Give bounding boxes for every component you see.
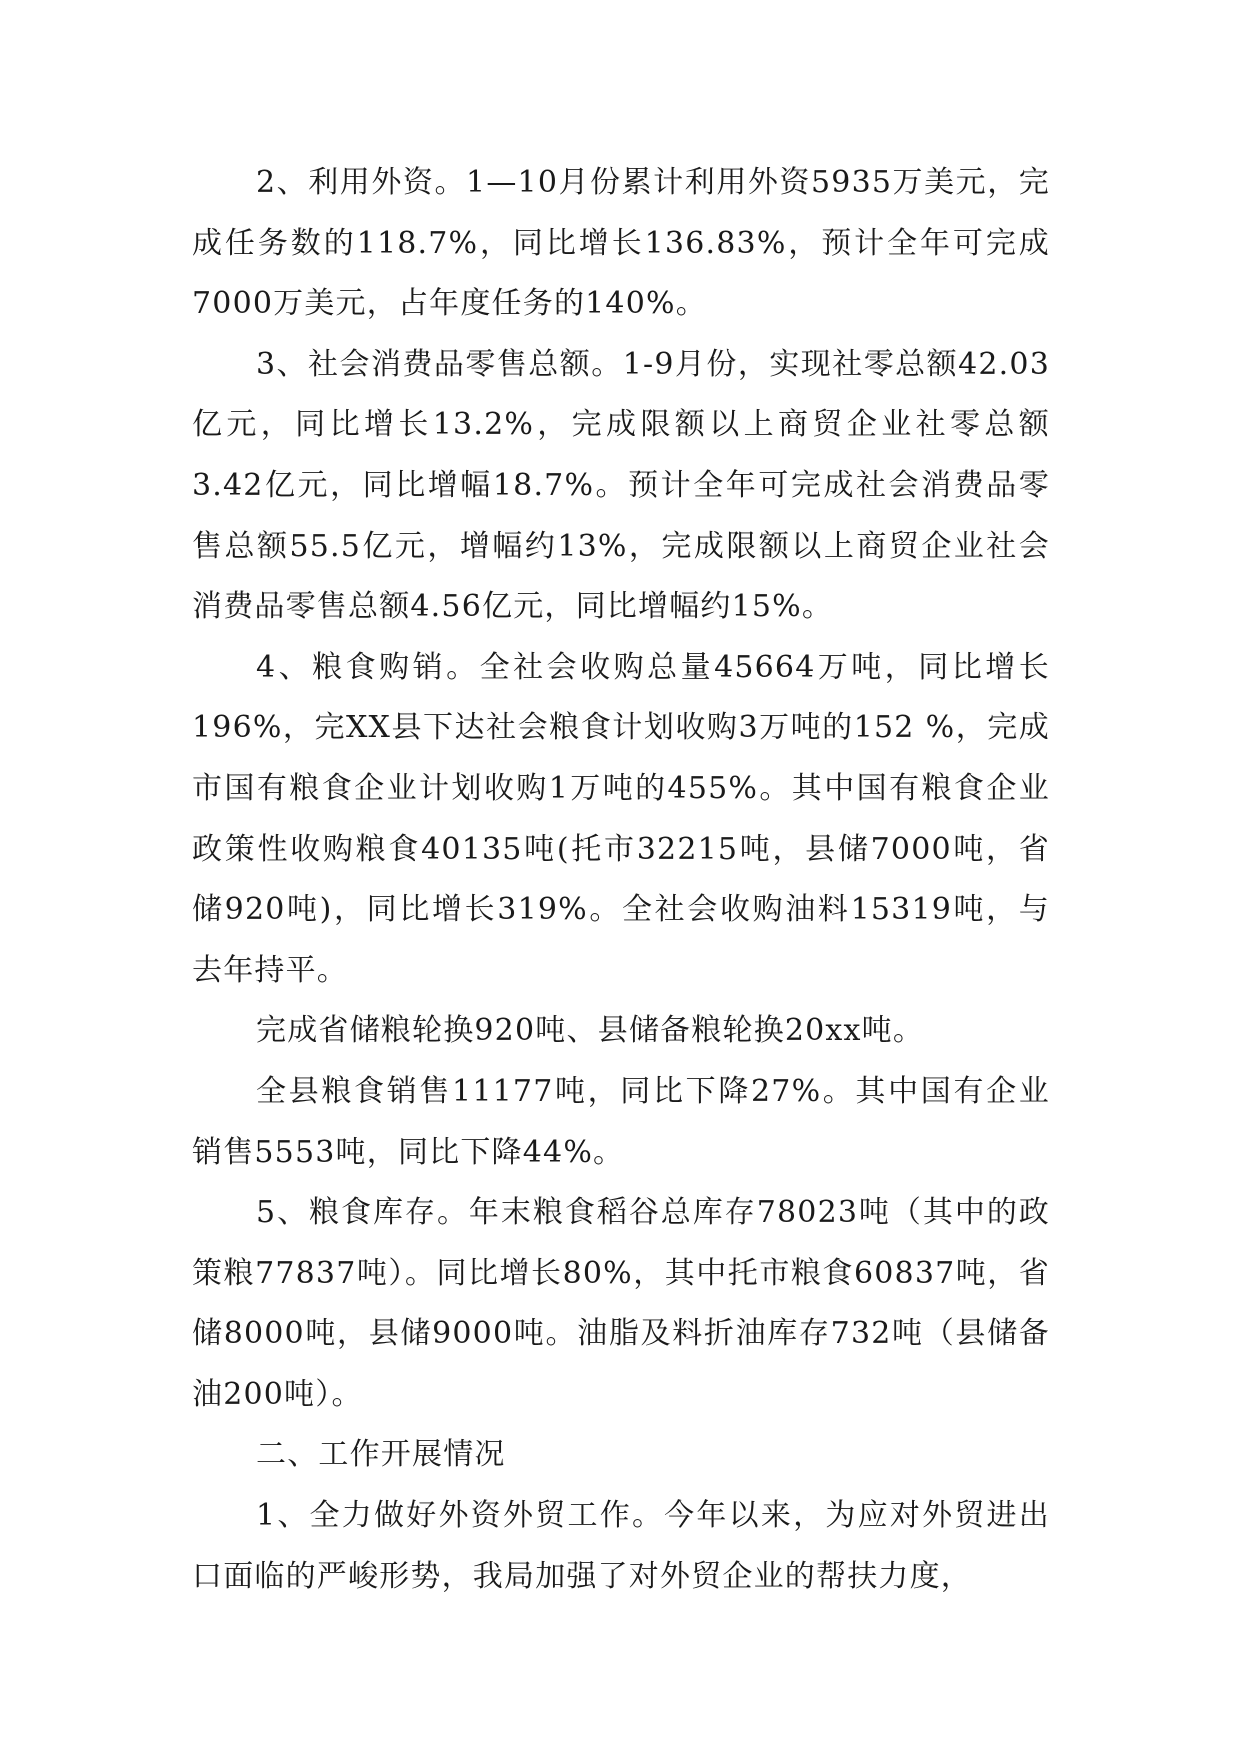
paragraph-grain-inventory: 5、粮食库存。年末粮食稻谷总库存78023吨（其中的政策粮77837吨）。同比增长80%，其中托市粮食60837吨，省储8000吨，县储9000吨。油脂及料折油库存732吨（县储备油200吨）。 — [192, 1195, 1050, 1412]
paragraph-grain-rotation: 完成省储粮轮换920吨、县储备粮轮换20xx吨。 — [256, 1013, 925, 1049]
paragraph-grain-sales: 全县粮食销售11177吨，同比下降27%。其中国有企业销售5553吨，同比下降44%。 — [192, 1073, 1050, 1170]
document-body — [192, 153, 1050, 1607]
paragraph-grain-purchase: 4、粮食购销。全社会收购总量45664万吨，同比增长196%，完XX县下达社会粮食计划收购3万吨的152 %，完成市国有粮食企业计划收购1万吨的455%。其中国有粮食企业政策性收购粮食40135吨(托市32215吨，县储7000吨，省储920吨)，同比增长319%。全社会收购油料15319吨，与去年持平。 — [192, 649, 1050, 988]
paragraph-retail-sales: 3、社会消费品零售总额。1-9月份，实现社零总额42.03亿元，同比增长13.2%，完成限额以上商贸企业社零总额3.42亿元，同比增幅18.7%。预计全年可完成社会消费品零售总额55.5亿元，增幅约13%，完成限额以上商贸企业社会消费品零售总额4.56亿元，同比增幅约15%。 — [192, 346, 1050, 625]
paragraph-foreign-trade-work: 1、全力做好外资外贸工作。今年以来，为应对外贸进出口面临的严峻形势，我局加强了对外贸企业的帮扶力度， — [192, 1498, 1050, 1594]
paragraph-foreign-investment: 2、利用外资。1—10月份累计利用外资5935万美元，完成任务数的118.7%，同比增长136.83%，预计全年可完成7000万美元，占年度任务的140%。 — [192, 165, 1050, 322]
section-heading-work-progress: 二、工作开展情况 — [256, 1437, 506, 1473]
